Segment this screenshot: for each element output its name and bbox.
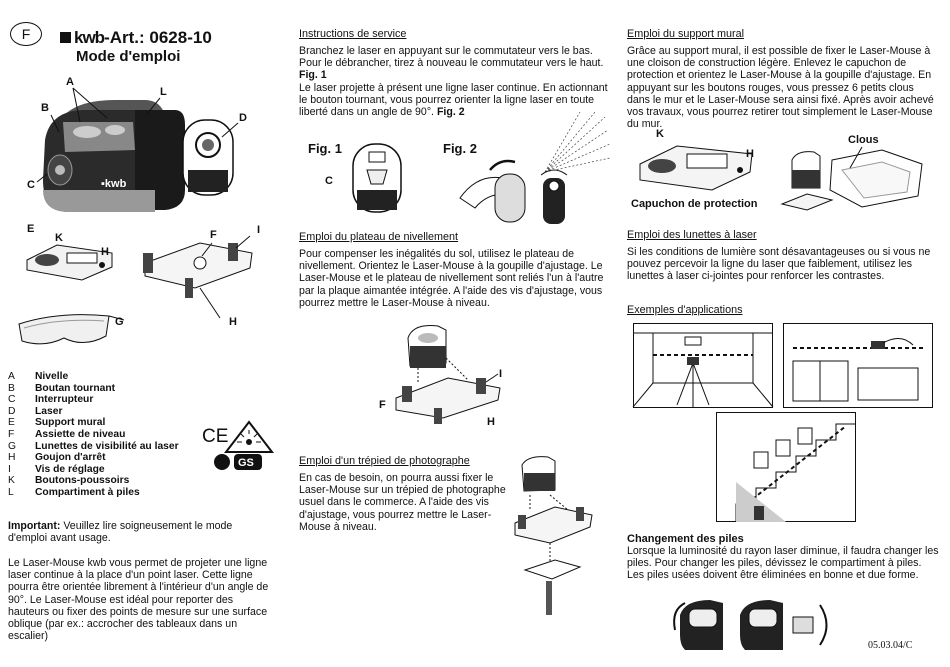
article-number: -Art.: 0628-10 [104,28,212,47]
clous-label: Clous [848,134,879,146]
legend-row: K Boutons-poussoirs [8,475,130,487]
instructions-p2: Le laser projette à présent une ligne laser continue. En actionnant le bouton tournant, vous pourrez orienter la ligne laser en toute liberté dans un angle de 90°. [299,81,608,119]
application-kitchen-scene [783,323,933,408]
label-g: G [115,316,124,328]
label-f: F [210,229,217,241]
legend-row: C Interrupteur [8,394,94,406]
footer-code: 05.03.04/C [868,640,913,651]
mural-text: Grâce au support mural, il est possible de fixer le Laser-Mouse à une cloison de construction légère. Enlevez le capuchon de protection et orientez le Laser-Mouse à la goupille d'ajustage. En appuyant sur les boutons rouges, vous pressez 6 petits clous dans le mur et le Laser-Mouse sera ainsi fixé. Après avoir achevé vos travaux, vous pourrez retirer tout simplement le Laser-Mouse du mur. [627,45,934,131]
application-room-scene [633,323,773,408]
plateau-text: Pour compenser les inégalités du sol, utilisez le plateau de nivellement. Orientez le Laser-Mouse à la goupille d'ajustage. Le Laser-Mouse et le plateau de nivellement sont reliés l'un à l'autre par la plaque aimantée intégrée. A l'aide des vis d'ajustage, vous pourrez mettre le Laser-Mouse à niveau. [299,248,604,309]
label-h2: H [229,316,237,328]
application-stairs-scene [716,412,856,522]
intro-paragraph: Le Laser-Mouse kwb vous permet de projeter une ligne laser continue à la place d'un point laser. Cette ligne pourra être orientée librement à l'intérieur d'un angle de 90°. Le Laser-Mouse est idéal pour reporter des hauteurs ou fixer des points de mesure sur une surface oblique (par ex.: accrocher des tableaux dans un escalier) [8,557,269,643]
fig1-switch-illustration [345,140,410,215]
wall-support-illustration [22,235,122,285]
brand-logo: kwb [74,28,105,47]
legend-row: D Laser [8,405,63,417]
label-b: B [41,102,49,114]
plateau-label-i: I [499,368,503,380]
tripod-mount-illustration [510,455,600,615]
important-text: Veuillez lire soigneusement le mode d'emploi avant usage. [8,520,233,545]
fig1-label: Fig. 1 [308,141,342,156]
leveling-plate-illustration [140,228,260,318]
svg-text:GS: GS [238,457,254,469]
plateau-title: Emploi du plateau de nivellement [299,231,459,243]
parts-legend [8,371,208,499]
label-a: A [66,76,74,88]
certification-marks [202,420,277,475]
instructions-title: Instructions de service [299,28,407,40]
brand-logo-square [60,32,71,43]
plateau-assembly-illustration [388,318,508,428]
instructions-p1: Branchez le laser en appuyant sur le commutateur vers le bas. Pour le débrancher, tirez à nouveau le commutateur vers le haut. [299,45,604,70]
plateau-label-f: F [379,399,386,411]
exemples-title: Exemples d'applications [627,304,743,316]
fig2-rotate-illustration [455,150,595,225]
label-i: I [257,224,261,236]
battery-change-illustration [675,595,835,655]
laser-aperture-illustration [178,115,248,200]
legend-row: I Vis de réglage [8,463,105,475]
mural-title: Emploi du support mural [627,28,745,40]
mural-label-k: K [656,128,664,140]
capuchon-label: Capuchon de protection [631,198,758,210]
fig1-ref: Fig. 1 [299,69,327,82]
legend-row: F Assiette de niveau [8,428,126,440]
trepied-text: En cas de besoin, on pourra aussi fixer le Laser-Mouse sur un trépied de photographe usuel dans le commerce. A l'aide des vis d'ajustage, vous pourrez mettre le Laser-Mouse à niveau. [299,472,506,533]
fig1-label-c: C [325,175,333,187]
svg-text:CE: CE [202,426,229,447]
label-k: K [55,232,63,244]
legend-row: B Boutan tournant [8,382,116,394]
legend-row: H Goujon d'arrêt [8,452,106,464]
lunettes-text: Si les conditions de lumière sont désavantageuses ou si vous ne pouvez percevoir la ligne du laser que faiblement, utilisez les lunettes à laser ci-jointes pour renforcer les contrastes. [627,246,931,283]
trepied-title: Emploi d'un trépied de photographe [299,455,470,467]
page-title: Mode d'emploi [76,48,181,65]
brand-header [60,28,212,48]
legend-row: E Support mural [8,417,106,429]
legend-row: G Lunettes de visibilité au laser [8,440,179,452]
plateau-label-h: H [487,416,495,428]
piles-title: Changement des piles [627,533,744,545]
label-h: H [101,246,109,258]
label-d: D [239,112,247,124]
label-c: C [27,179,35,191]
legend-row: L Compartiment à piles [8,486,140,498]
important-note [8,520,272,544]
instructions-text [299,45,611,118]
laser-glasses-illustration [14,306,114,354]
piles-text: Lorsque la luminosité du rayon laser diminue, il faudra changer les piles. Pour changer les piles, dévissez le compartiment à piles. Les piles usées doivent être éliminées en bonne et due forme. [627,545,939,582]
fig2-ref: Fig. 2 [434,106,465,119]
legend-row: A Nivelle [8,371,69,382]
label-e: E [27,223,35,235]
svg-text:▪kwb: ▪kwb [101,178,127,190]
language-badge [10,22,42,46]
important-label: Important: [8,520,61,532]
language-code: F [21,26,31,42]
lunettes-title: Emploi des lunettes à laser [627,229,757,241]
fig2-label: Fig. 2 [443,141,477,156]
mural-label-h: H [746,148,754,160]
label-l: L [160,86,167,98]
